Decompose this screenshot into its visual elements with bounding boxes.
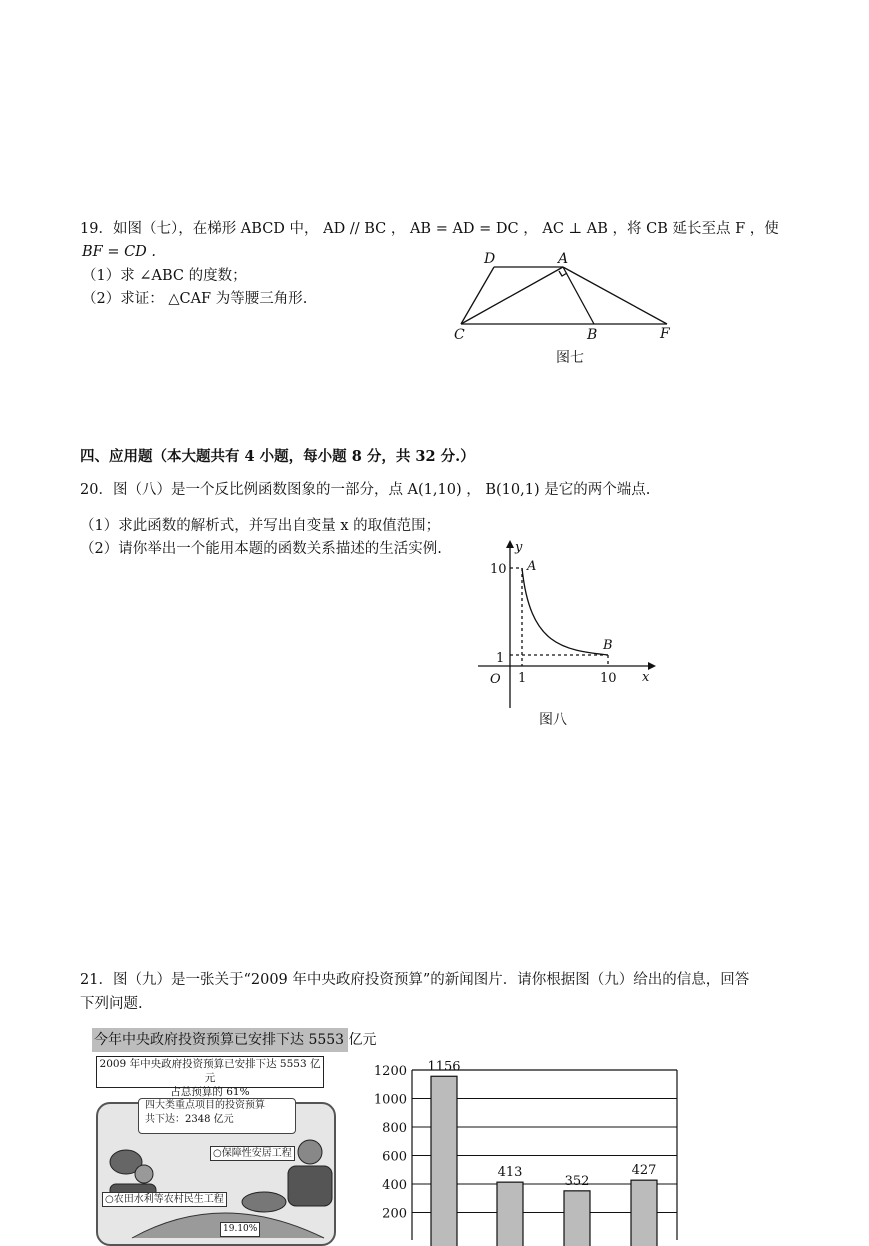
y-tick-label: 1000 — [373, 1092, 407, 1108]
bullet-circle-icon: ○ — [213, 1148, 222, 1159]
news-inner-line2: 共下达：2348 亿元 — [145, 1114, 234, 1125]
y-tick-label: 600 — [382, 1149, 407, 1165]
y-tick-label: 1200 — [373, 1064, 407, 1079]
origin-label: O — [490, 672, 501, 687]
news-tag2-text: 农田水利等农村民生工程 — [113, 1194, 224, 1205]
y-tick-10: 10 — [490, 562, 507, 577]
bar-data-label: 427 — [631, 1163, 657, 1179]
q19-part1: （1）求 ∠ABC 的度数； — [82, 268, 247, 284]
y-tick-label: 200 — [382, 1206, 407, 1222]
bar — [564, 1191, 590, 1246]
label-B: B — [587, 327, 598, 343]
section-heading: 四、应用题（本大题共有 4 小题，每小题 8 分，共 32 分.） — [80, 448, 475, 465]
fig7-caption: 图七 — [556, 350, 584, 366]
point-A-label: A — [527, 559, 537, 574]
bullet-circle-icon: ○ — [105, 1194, 114, 1205]
label-D: D — [484, 251, 496, 267]
x-tick-10: 10 — [600, 671, 617, 686]
label-F: F — [660, 326, 670, 342]
q20-part1: （1）求此函数的解析式，并写出自变量 x 的取值范围； — [80, 518, 441, 534]
axis-y-label: y — [515, 540, 523, 555]
news-tag-farm — [102, 1192, 227, 1207]
news-tag-housing — [210, 1146, 295, 1161]
q19-line2: BF = CD . — [82, 244, 157, 260]
bar-data-label: 413 — [497, 1165, 523, 1181]
q19-line1: 19．如图（七），在梯形 ABCD 中， AD // BC ， AB = AD = DC ， AC ⊥ AB ，将 CB 延长至点 F ，使 — [80, 221, 779, 237]
news-inner-box — [138, 1098, 296, 1134]
bar — [497, 1182, 523, 1246]
x-tick-1: 1 — [518, 671, 527, 686]
figure-7-trapezoid — [440, 245, 690, 345]
q20-line1: 20．图（八）是一个反比例函数图象的一部分，点 A(1,10) ， B(10,1) 是它的两个端点. — [80, 482, 651, 498]
news-graphic — [92, 1028, 377, 1234]
news-tag-percent: 19.10% — [220, 1222, 260, 1237]
y-tick-label: 400 — [382, 1178, 407, 1193]
point-B-label: B — [603, 638, 613, 653]
q20-part2: （2）请你举出一个能用本题的函数关系描述的生活实例. — [80, 541, 442, 557]
bar-data-label: 1156 — [427, 1059, 461, 1075]
news-box-line2: 占总预算的 61% — [170, 1086, 250, 1098]
news-summary-box — [96, 1056, 324, 1098]
y-tick-label: 800 — [382, 1121, 407, 1136]
axis-x-label: x — [642, 670, 650, 685]
y-tick-1: 1 — [496, 651, 505, 666]
fig8-caption: 图八 — [539, 712, 567, 728]
q19-part2: （2）求证： △CAF 为等腰三角形. — [82, 291, 308, 307]
news-box-line1: 2009 年中央政府投资预算已安排下达 5553 亿元 — [99, 1058, 321, 1084]
news-inner-line1: 四大类重点项目的投资预算 — [145, 1100, 265, 1111]
news-tag1-text: 保障性安居工程 — [221, 1148, 292, 1159]
label-C: C — [454, 327, 465, 343]
figure-8-graph — [470, 540, 670, 710]
bar-data-label: 352 — [564, 1173, 590, 1189]
q21-line1: 21．图（九）是一张关于“2009 年中央政府投资预算”的新闻图片．请你根据图（九）给出的信息，回答 — [80, 972, 750, 988]
news-header: 今年中央政府投资预算已安排下达 5553 亿元 — [92, 1028, 348, 1052]
bar — [631, 1180, 657, 1246]
bar — [431, 1076, 457, 1246]
label-A: A — [558, 251, 569, 267]
q21-line2: 下列问题. — [80, 996, 143, 1012]
bar-chart — [370, 1040, 690, 1228]
